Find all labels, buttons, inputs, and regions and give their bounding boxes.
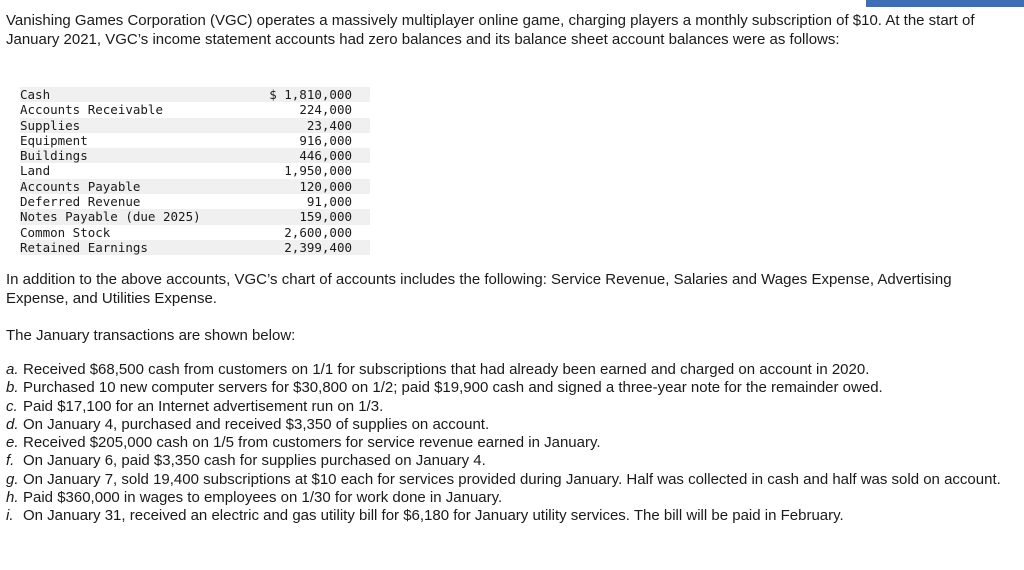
item-text: Received $68,500 cash from customers on 1/1 for subscriptions that had already been earned and charged on account in 2020. (23, 361, 870, 378)
table-row (20, 225, 370, 240)
table-row (20, 118, 370, 133)
intro-paragraph: Vanishing Games Corporation (VGC) operates a massively multiplayer online game, charging players a monthly subscription of $10. At the start of January 2021, VGC’s income statement accounts had zero balances and its balance sheet account balances were as follows: (6, 12, 975, 48)
item-text: Received $205,000 cash on 1/5 from customers for service revenue earned in January. (23, 434, 601, 452)
item-letter: f. (6, 452, 15, 470)
list-item (6, 489, 1006, 507)
item-text: On January 7, sold 19,400 subscriptions at $10 each for services provided during January. Half was collected in cash and half was sold on account. (23, 470, 1001, 488)
table-row (20, 240, 370, 255)
account-name: Retained Earnings (20, 239, 148, 255)
account-value: 446,000 (299, 148, 352, 164)
account-name: Notes Payable (due 2025) (20, 209, 201, 225)
list-item (6, 361, 1006, 379)
account-value: 2,600,000 (284, 224, 352, 240)
account-value: 2,399,400 (284, 239, 352, 255)
item-text: On January 6, paid $3,350 cash for supplies purchased on January 4. (23, 452, 486, 470)
account-name: Buildings (20, 148, 88, 164)
list-item (6, 507, 1006, 525)
account-value: 224,000 (299, 102, 352, 118)
account-balances-table (20, 87, 370, 255)
account-name: Accounts Receivable (20, 102, 163, 118)
account-name: Cash (20, 87, 51, 102)
item-letter: i. (6, 507, 14, 525)
item-text: Purchased 10 new computer servers for $30,800 on 1/2; paid $19,900 cash and signed a three-year note for the remainder owed. (23, 379, 883, 397)
item-letter: c. (6, 397, 18, 415)
account-value: 120,000 (299, 178, 352, 194)
item-letter: e. (6, 434, 19, 452)
table-row (20, 209, 370, 224)
list-item (6, 379, 1006, 397)
item-text: Paid $360,000 in wages to employees on 1/30 for work done in January. (23, 489, 503, 507)
list-item (6, 452, 1006, 470)
list-item (6, 434, 1006, 452)
item-letter: d. (6, 415, 19, 433)
table-row (20, 87, 370, 102)
top-accent-bar (866, 0, 1024, 7)
transactions-list (6, 361, 1006, 526)
account-name: Common Stock (20, 224, 111, 240)
table-row (20, 148, 370, 163)
item-text: On January 4, purchased and received $3,350 of supplies on account. (23, 415, 490, 433)
table-row (20, 179, 370, 194)
item-text: Paid $17,100 for an Internet advertisement run on 1/3. (23, 397, 384, 415)
account-value: 1,950,000 (284, 163, 352, 179)
item-letter: h. (6, 489, 19, 507)
list-item (6, 398, 1006, 416)
table-row (20, 194, 370, 209)
account-name: Deferred Revenue (20, 194, 141, 210)
account-name: Accounts Payable (20, 178, 141, 194)
transactions-heading: The January transactions are shown below: (6, 327, 296, 344)
item-text: On January 31, received an electric and gas utility bill for $6,180 for January utility services. The bill will be paid in February. (23, 507, 844, 525)
item-letter: b. (6, 379, 19, 397)
item-letter: g. (6, 470, 19, 488)
account-value: $ 1,810,000 (269, 87, 352, 102)
account-value: 916,000 (299, 132, 352, 148)
table-row (20, 133, 370, 148)
list-item (6, 416, 1006, 434)
table-row (20, 163, 370, 178)
account-value: 91,000 (306, 194, 352, 210)
item-letter: a. (6, 361, 19, 378)
list-item (6, 471, 1006, 489)
chart-of-accounts-note: In addition to the above accounts, VGC’s chart of accounts includes the following: Service Revenue, Salaries and Wages Expense, Advertising Expense, and Utilities Expense. (6, 271, 952, 307)
account-name: Land (20, 163, 51, 179)
account-name: Supplies (20, 117, 81, 133)
table-row (20, 102, 370, 117)
account-name: Equipment (20, 132, 88, 148)
account-value: 23,400 (306, 117, 352, 133)
account-value: 159,000 (299, 209, 352, 225)
